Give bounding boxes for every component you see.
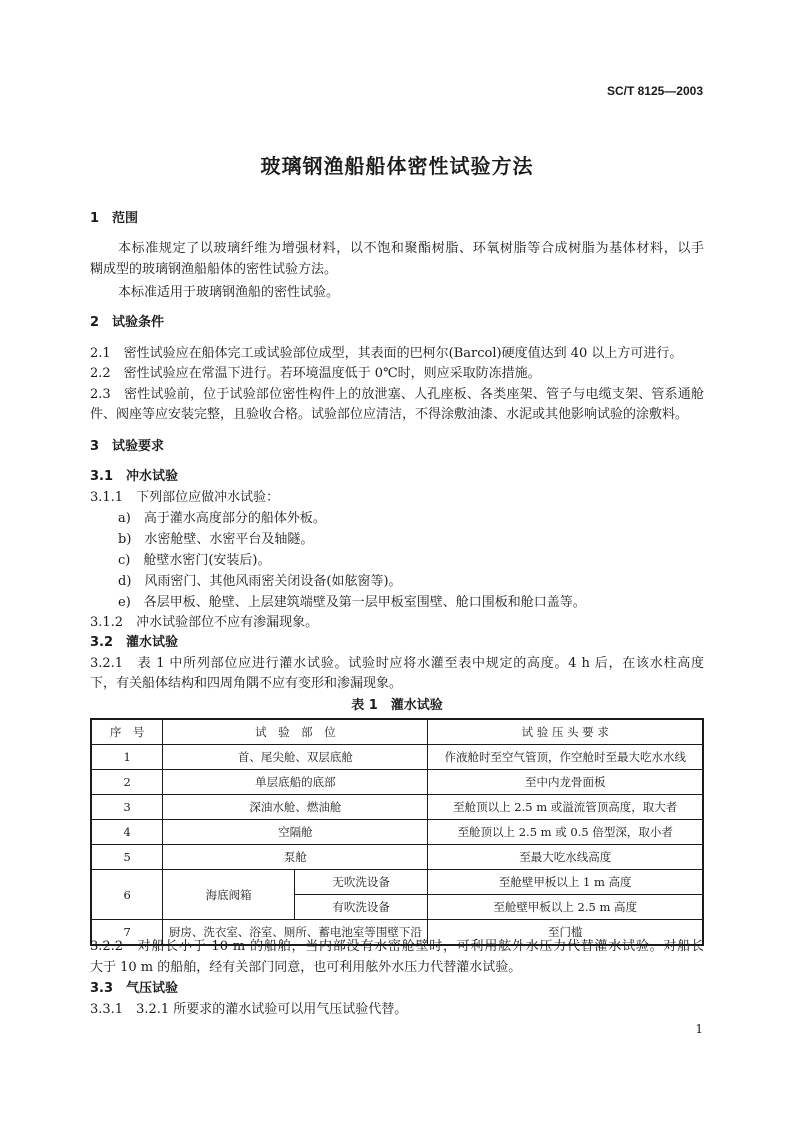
table-caption: 表 1 灌水试验	[351, 698, 443, 713]
row-number: 5	[91, 845, 163, 870]
pressure-requirement: 至舱顶以上 2.5 m 或 0.5 倍型深，取小者	[428, 820, 703, 845]
column-header-no: 序 号	[91, 719, 163, 745]
list-item: e) 各层甲板、舱壁、上层建筑端壁及第一层甲板室围壁、舱口围板和舱口盖等。	[118, 595, 586, 610]
test-part: 深油水舱、燃油舱	[163, 795, 428, 820]
table-row	[91, 820, 703, 845]
scope-paragraph-line-1: 本标准规定了以玻璃纤维为增强材料，以不饱和聚酯树脂、环氧树脂等合成树脂为基体材料，以手	[118, 241, 704, 256]
clause-3-2-1-line-2: 下，有关船体结构和四周角隅不应有变形和渗漏现象。	[90, 676, 403, 691]
table-row	[91, 770, 703, 795]
clause-3-1-2: 3.1.2 冲水试验部位不应有渗漏现象。	[90, 615, 319, 630]
clause-2-2: 2.2 密性试验应在常温下进行。若环境温度低于 0℃时，则应采取防冻措施。	[90, 366, 541, 381]
pressure-requirement: 作液舱时至空气管顶，作空舱时至最大吃水水线	[428, 745, 703, 770]
test-part: 空隔舱	[163, 820, 428, 845]
list-item: b) 水密舱壁、水密平台及轴隧。	[118, 532, 314, 547]
test-part: 厨房、洗衣室、浴室、厕所、蓄电池室等围壁下沿	[163, 920, 428, 946]
test-sub-part: 有吹洗设备	[294, 895, 428, 920]
heading-3-2: 3.2 灌水试验	[90, 635, 179, 650]
scope-paragraph-line-2: 糊成型的玻璃钢渔船船体的密性试验方法。	[90, 262, 338, 277]
heading-3-3: 3.3 气压试验	[90, 981, 179, 996]
test-part: 海底阀箱	[163, 870, 295, 920]
list-item: c) 舱壁水密门(安装后)。	[118, 553, 271, 568]
pressure-requirement: 至舱顶以上 2.5 m 或溢流管顶高度，取大者	[428, 795, 703, 820]
row-number: 1	[91, 745, 163, 770]
section-2-heading: 2 试验条件	[90, 315, 165, 330]
section-3-heading: 3 试验要求	[90, 439, 165, 454]
clause-2-1: 2.1 密性试验应在船体完工或试验部位成型，其表面的巴柯尔(Barcol)硬度值达到 40 以上方可进行。	[90, 346, 683, 361]
heading-3-1: 3.1 冲水试验	[90, 469, 179, 484]
list-item: d) 风雨密门、其他风雨密关闭设备(如舷窗等)。	[118, 574, 402, 589]
row-number: 4	[91, 820, 163, 845]
scope-paragraph-2: 本标准适用于玻璃钢渔船的密性试验。	[118, 285, 340, 300]
clause-2-3-line-1: 2.3 密性试验前，位于试验部位密性构件上的放泄塞、人孔座板、各类座架、管子与电缆支架、管系通舱	[90, 387, 704, 402]
test-part: 泵舱	[163, 845, 428, 870]
clause-3-2-2-line-2: 大于 10 m 的船舶，经有关部门同意，也可利用舷外水压力代替灌水试验。	[90, 960, 522, 975]
flooding-test-table	[90, 718, 704, 946]
pressure-requirement: 至最大吃水线高度	[428, 845, 703, 870]
clause-3-2-2-line-1: 3.2.2 对船长小于 10 m 的船舶，当内部没有水密舱壁时，可利用舷外水压力代替灌水试验。对船长	[90, 939, 704, 954]
pressure-requirement: 至门槛	[428, 920, 703, 946]
table-row	[91, 795, 703, 820]
row-number: 3	[91, 795, 163, 820]
standard-number: SC/T 8125—2003	[606, 84, 703, 98]
clause-3-3-1: 3.3.1 3.2.1 所要求的灌水试验可以用气压试验代替。	[90, 1002, 408, 1017]
table-row	[91, 845, 703, 870]
table-header-row	[91, 719, 703, 745]
section-1-heading: 1 范围	[90, 211, 139, 226]
clause-3-2-1-line-1: 3.2.1 表 1 中所列部位应进行灌水试验。试验时应将水灌至表中规定的高度。4 h 后，在该水柱高度	[90, 656, 704, 671]
table-row	[91, 745, 703, 770]
test-sub-part: 无吹洗设备	[294, 870, 428, 895]
table-row	[91, 870, 703, 895]
page-number: 1	[695, 1022, 703, 1036]
list-item: a) 高于灌水高度部分的船体外板。	[118, 511, 326, 526]
pressure-requirement: 至舱壁甲板以上 1 m 高度	[428, 870, 703, 895]
pressure-requirement: 至舱壁甲板以上 2.5 m 高度	[428, 895, 703, 920]
test-part: 单层底船的底部	[163, 770, 428, 795]
pressure-requirement: 至中内龙骨面板	[428, 770, 703, 795]
clause-3-1-1: 3.1.1 下列部位应做冲水试验：	[90, 490, 280, 505]
row-number: 7	[91, 920, 163, 946]
column-header-requirement: 试 验 压 头 要 求	[428, 719, 703, 745]
row-number: 2	[91, 770, 163, 795]
test-part: 首、尾尖舱、双层底舱	[163, 745, 428, 770]
document-title: 玻璃钢渔船船体密性试验方法	[260, 154, 534, 178]
clause-2-3-line-2: 件、阀座等应安装完整，且验收合格。试验部位应清洁，不得涂敷油漆、水泥或其他影响试验的涂敷料。	[90, 407, 689, 422]
column-header-part: 试 验 部 位	[163, 719, 428, 745]
row-number: 6	[91, 870, 163, 920]
